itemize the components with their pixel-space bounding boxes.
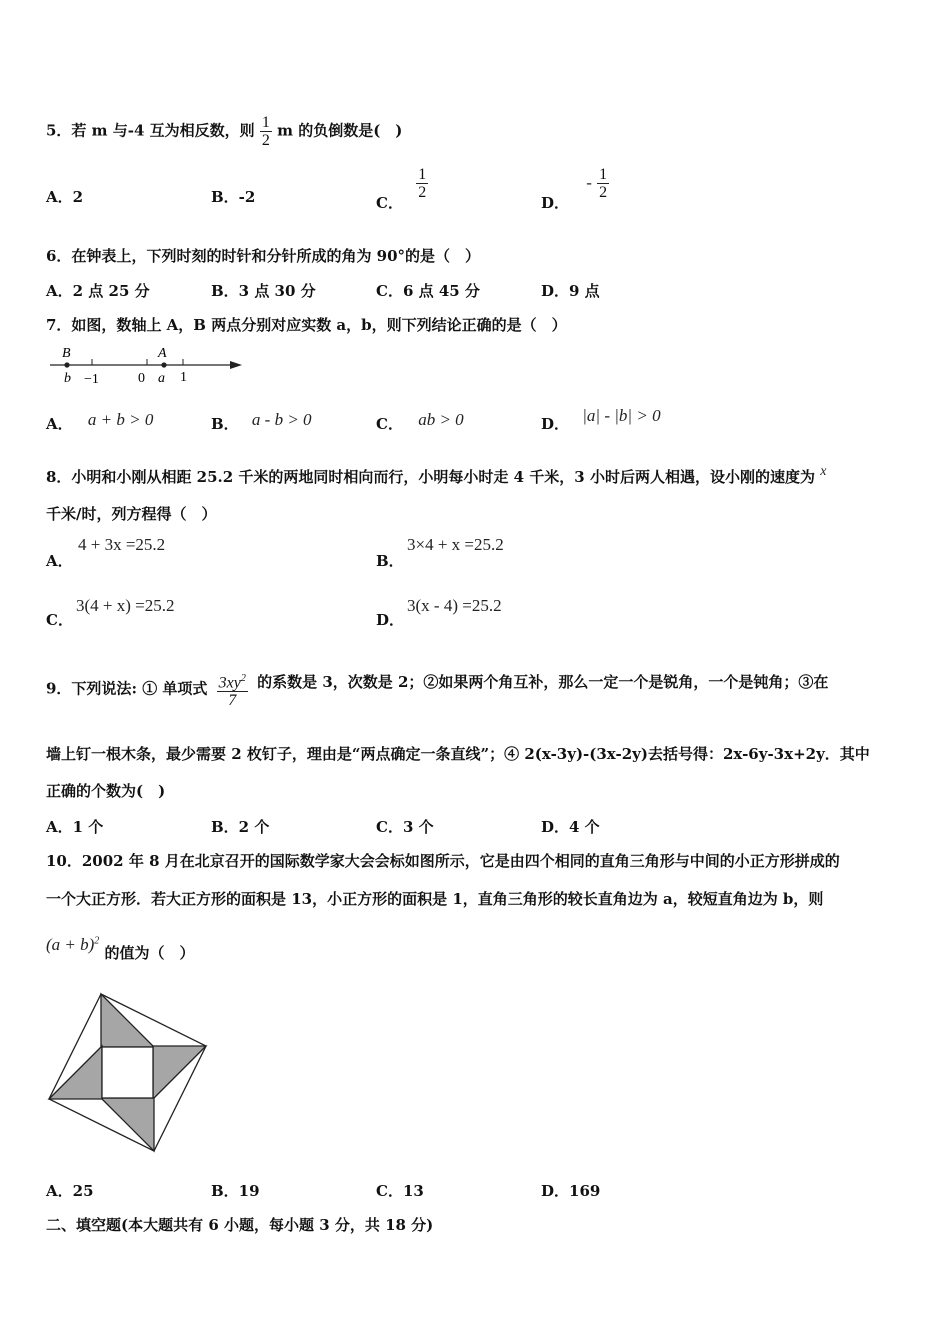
q7-option-b-expr: a - b > 0 bbox=[251, 410, 312, 429]
q9-option-c: C．3 个 bbox=[376, 818, 434, 836]
q10-expression bbox=[46, 935, 99, 954]
q5-c-den: 2 bbox=[418, 184, 427, 201]
q8-option-d-label: D． bbox=[376, 611, 405, 629]
q8-option-c-expr: 3(4 + x) =25.2 bbox=[76, 596, 175, 615]
q8-stem-text-a: 8．小明和小刚从相距 25.2 千米的两地同时相向而行，小明每小时走 4 千米，3 小时后两人相遇，设小刚的速度为 bbox=[46, 468, 815, 486]
q5-option-d-label: D． bbox=[541, 193, 570, 212]
q5-c-num: 1 bbox=[418, 166, 427, 183]
q8-variable-x: x bbox=[820, 464, 827, 479]
q8-option-b-expr: 3×4 + x =25.2 bbox=[407, 535, 504, 554]
q10-stem-line2: 一个大正方形．若大正方形的面积是 13，小正方形的面积是 1，直角三角形的较长直角边为 a，较短直角边为 b，则 bbox=[46, 890, 824, 908]
q9-stem-line2: 墙上钉一根木条，最少需要 2 枚钉子，理由是“两点确定一条直线”；④ 2(x-3y)-(3x-2y)去括号得：2x-6y-3x+2y．其中 bbox=[46, 745, 870, 763]
q10-option-c: C．13 bbox=[376, 1182, 424, 1200]
q7-option-a-expr: a + b > 0 bbox=[87, 410, 154, 429]
q9-stem-line3: 正确的个数为( ) bbox=[46, 782, 166, 800]
q9-stem-line1 bbox=[46, 670, 828, 709]
q5-stem-text-a: 5．若 m 与-4 互为相反数，则 bbox=[46, 121, 255, 140]
q5-d-sign: - bbox=[586, 172, 592, 192]
q7-option-d bbox=[541, 406, 661, 434]
q7-option-b bbox=[211, 410, 312, 434]
q10-stem-line1: 10．2002 年 8 月在北京召开的国际数学家大会会标如图所示，它是由四个相同的直角三角形与中间的小正方形拼成的 bbox=[46, 852, 840, 870]
q5-option-d-frac bbox=[597, 166, 609, 201]
q10-stem-text-tail: 的值为（ ） bbox=[104, 944, 195, 962]
zero-label: 0 bbox=[138, 371, 145, 386]
triangle-left bbox=[49, 1046, 102, 1099]
q6-option-a: A．2 点 25 分 bbox=[46, 282, 150, 300]
point-a-label: A bbox=[158, 346, 167, 361]
q10-option-a: A．25 bbox=[46, 1182, 94, 1200]
q7-option-d-label: D． bbox=[541, 415, 570, 433]
q10-expr-text: (a + b) bbox=[46, 935, 95, 954]
point-a-dot bbox=[161, 362, 166, 367]
q5-fraction bbox=[260, 114, 272, 149]
q10-pinwheel-diagram bbox=[40, 985, 215, 1160]
q8-stem-line1 bbox=[46, 466, 826, 487]
q8-option-a-expr: 4 + 3x =25.2 bbox=[78, 535, 166, 554]
b-value-label: b bbox=[64, 371, 71, 386]
q6-option-d: D．9 点 bbox=[541, 282, 600, 300]
q5-option-d bbox=[541, 166, 609, 212]
q9-option-a: A．1 个 bbox=[46, 818, 104, 836]
q10-option-b: B．19 bbox=[211, 1182, 260, 1200]
point-b-label: B bbox=[62, 346, 71, 361]
q9-frac-sup: 2 bbox=[240, 673, 246, 684]
q5-stem bbox=[46, 114, 402, 149]
q7-option-a bbox=[46, 410, 154, 434]
q5-option-c-frac bbox=[416, 166, 428, 201]
q7-option-b-label: B． bbox=[211, 415, 239, 433]
a-value-label: a bbox=[158, 371, 165, 386]
q7-stem: 7．如图，数轴上 A，B 两点分别对应实数 a，b，则下列结论正确的是（ ） bbox=[46, 316, 567, 334]
q8-option-b-label: B． bbox=[376, 552, 404, 570]
q7-option-c-expr: ab > 0 bbox=[418, 410, 464, 429]
q5-d-den: 2 bbox=[599, 184, 608, 201]
q5-stem-text-b: m 的负倒数是( ) bbox=[277, 121, 403, 140]
q5-option-a: A．2 bbox=[46, 188, 84, 206]
q7-number-line bbox=[44, 344, 249, 390]
q6-option-b: B．3 点 30 分 bbox=[211, 282, 316, 300]
q9-frac-den: 7 bbox=[228, 692, 237, 710]
triangle-bottom bbox=[101, 1098, 154, 1151]
q9-stem-text-a: 9．下列说法: ① 单项式 bbox=[46, 679, 208, 698]
q9-frac-num-text: 3xy bbox=[218, 674, 241, 692]
q8-option-c-label: C． bbox=[46, 611, 73, 629]
q8-option-a-label: A． bbox=[46, 552, 73, 570]
section-heading-fill-in: 二、填空题(本大题共有 6 小题，每小题 3 分，共 18 分) bbox=[46, 1216, 434, 1234]
q8-option-d-expr: 3(x - 4) =25.2 bbox=[407, 596, 502, 615]
q5-option-c bbox=[376, 166, 428, 212]
inner-small-square bbox=[102, 1047, 153, 1098]
q6-stem: 6．在钟表上，下列时刻的时针和分针所成的角为 90°的是（ ） bbox=[46, 247, 481, 265]
q7-option-c bbox=[376, 410, 464, 434]
q7-option-c-label: C． bbox=[376, 415, 403, 433]
q9-stem-text-b: 的系数是 3，次数是 2；②如果两个角互补，那么一定一个是锐角，一个是钝角；③在 bbox=[257, 672, 829, 691]
triangle-right bbox=[153, 1046, 206, 1099]
triangle-top bbox=[101, 994, 154, 1047]
number-line-arrow-icon bbox=[230, 361, 242, 369]
q9-option-b: B．2 个 bbox=[211, 818, 270, 836]
q9-frac-num bbox=[217, 670, 248, 692]
q10-option-d: D．169 bbox=[541, 1182, 601, 1200]
q10-expr-sup: 2 bbox=[94, 935, 100, 947]
q9-fraction bbox=[217, 670, 248, 709]
q9-option-d: D．4 个 bbox=[541, 818, 600, 836]
q10-stem-line3 bbox=[46, 935, 195, 963]
q5-frac-num: 1 bbox=[261, 114, 270, 131]
point-b-dot bbox=[64, 362, 69, 367]
q6-option-c: C．6 点 45 分 bbox=[376, 282, 480, 300]
one-label: 1 bbox=[180, 370, 187, 385]
q5-option-c-label: C． bbox=[376, 193, 403, 212]
minus-one-label: −1 bbox=[84, 372, 99, 387]
q8-stem-line2: 千米/时，列方程得（ ） bbox=[46, 505, 217, 523]
q5-option-b: B．-2 bbox=[211, 188, 256, 206]
q7-option-a-label: A． bbox=[46, 415, 73, 433]
q5-frac-den: 2 bbox=[261, 132, 270, 149]
q5-d-num: 1 bbox=[599, 166, 608, 183]
q7-option-d-expr: |a| - |b| > 0 bbox=[582, 406, 661, 425]
